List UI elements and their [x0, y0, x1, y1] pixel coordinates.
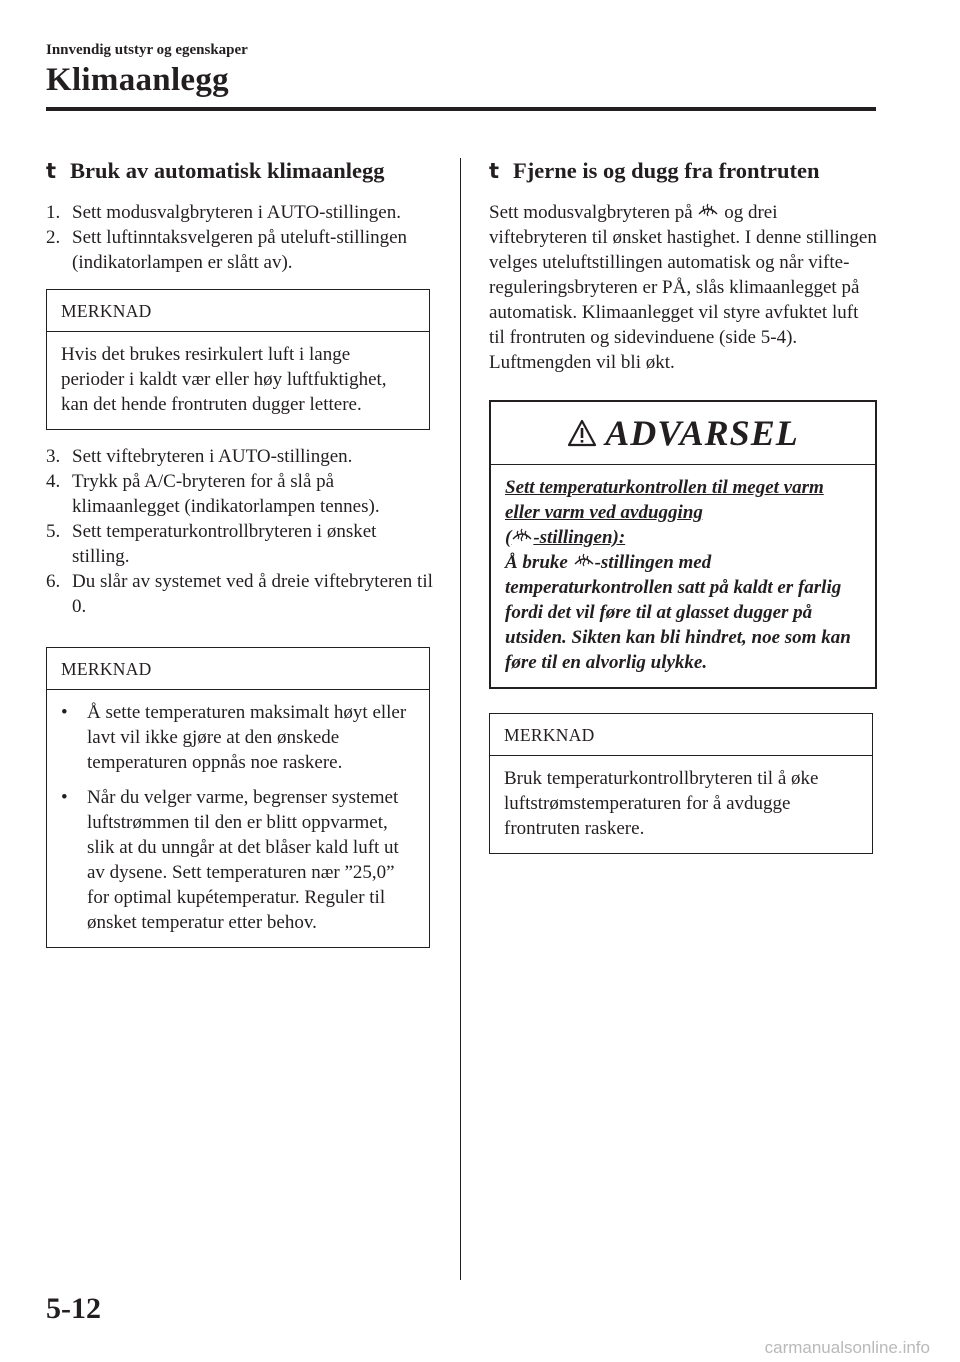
section-label: Innvendig utstyr og egenskaper — [46, 42, 248, 58]
title-rule — [46, 107, 876, 111]
note-box-temperature — [46, 647, 430, 948]
heading-defrost — [489, 156, 877, 186]
heading-bullet-icon: t — [489, 159, 500, 183]
warning-title: Sett temperaturkontrollen til meget varm eller varm ved avdugging — [505, 477, 824, 523]
list-item: 6. Du slår av systemet ved å dreie viftebryteren til 0. — [46, 571, 433, 617]
page-number: 5-12 — [46, 1292, 101, 1325]
warning-triangle-icon — [567, 419, 597, 447]
list-item: 3. Sett viftebryteren i AUTO-stillingen. — [46, 446, 353, 467]
right-column — [489, 156, 877, 854]
heading-bullet-icon: t — [46, 159, 57, 183]
note-box-recirculation — [46, 289, 430, 430]
warning-box — [489, 400, 877, 689]
defrost-icon — [511, 527, 533, 545]
note-bullet-list — [61, 700, 415, 935]
note-body: Bruk temperaturkontrollbryteren til å øke luftstrømstemperaturen for å avdugge frontruten raskere. — [504, 768, 819, 839]
bullet-dot-icon: • — [61, 787, 68, 808]
defrost-icon — [697, 202, 719, 220]
watermark: carmanualsonline.info — [764, 1338, 930, 1357]
heading-text: Fjerne is og dugg fra frontruten — [513, 158, 820, 183]
steps-list-a — [46, 200, 436, 275]
note-heading: MERKNAD — [490, 714, 872, 756]
warning-heading — [491, 402, 875, 465]
warning-body: Sett temperaturkontrollen til meget varm eller varm ved avdugging ( -stillingen): Å bruke -stillingen med temperaturkontrollen satt på kaldt er farlig fordi det vil føre til at glasset dugger på utsiden. Sikten kan bli hindret, noe som kan føre til en alvorlig ulykke. — [505, 477, 851, 673]
note-heading: MERKNAD — [47, 648, 429, 690]
column-divider — [460, 158, 461, 1280]
note-box-defrost — [489, 713, 873, 854]
defrost-paragraph: Sett modusvalgbryteren på og drei viftebryteren til ønsket hastighet. I denne stillingen velges uteluftstillingen automatisk og når viftereguleringsbryteren er PÅ, slås klimaanlegget på automatisk. Klimaanlegget vil styre avfuktet luft til frontruten og sidevinduene (side 5-4). Luftmengden vil bli økt. — [489, 202, 877, 373]
list-item: • Å sette temperaturen maksimalt høyt eller lavt vil ikke gjøre at den ønskede temperaturen oppnås noe raskere. — [61, 702, 407, 773]
left-column — [46, 156, 436, 948]
note-body: Hvis det brukes resirkulert luft i lange perioder i kaldt vær eller høy luftfuktighet, kan det hende frontruten dugger lettere. — [61, 344, 387, 415]
note-body — [47, 690, 429, 947]
list-item: 1. Sett modusvalgbryteren i AUTO-stillingen. — [46, 202, 401, 223]
defrost-icon — [573, 552, 595, 570]
list-item: 5. Sett temperaturkontrollbryteren i ønsket stilling. — [46, 521, 377, 567]
list-item: 4. Trykk på A/C-bryteren for å slå på klimaanlegget (indikatorlampen tennes). — [46, 471, 380, 517]
page-title: Klimaanlegg — [46, 62, 229, 98]
list-item: • Når du velger varme, begrenser systemet luftstrømmen til den er blitt oppvarmet, slik at du unngår at det blåser kald luft ut av dysene. Sett temperaturen nær ”25,0” for optimal kupétemperatur. Reguler til ønsket temperatur etter behov. — [61, 787, 399, 933]
steps-list-b — [46, 444, 436, 619]
warning-label: ADVARSEL — [605, 413, 799, 453]
list-item: 2. Sett luftinntaksvelgeren på uteluft-stillingen (indikatorlampen er slått av). — [46, 227, 408, 273]
note-heading: MERKNAD — [47, 290, 429, 332]
heading-text: Bruk av automatisk klimaanlegg — [70, 158, 385, 183]
heading-auto-climate — [46, 156, 436, 186]
bullet-dot-icon: • — [61, 702, 68, 723]
